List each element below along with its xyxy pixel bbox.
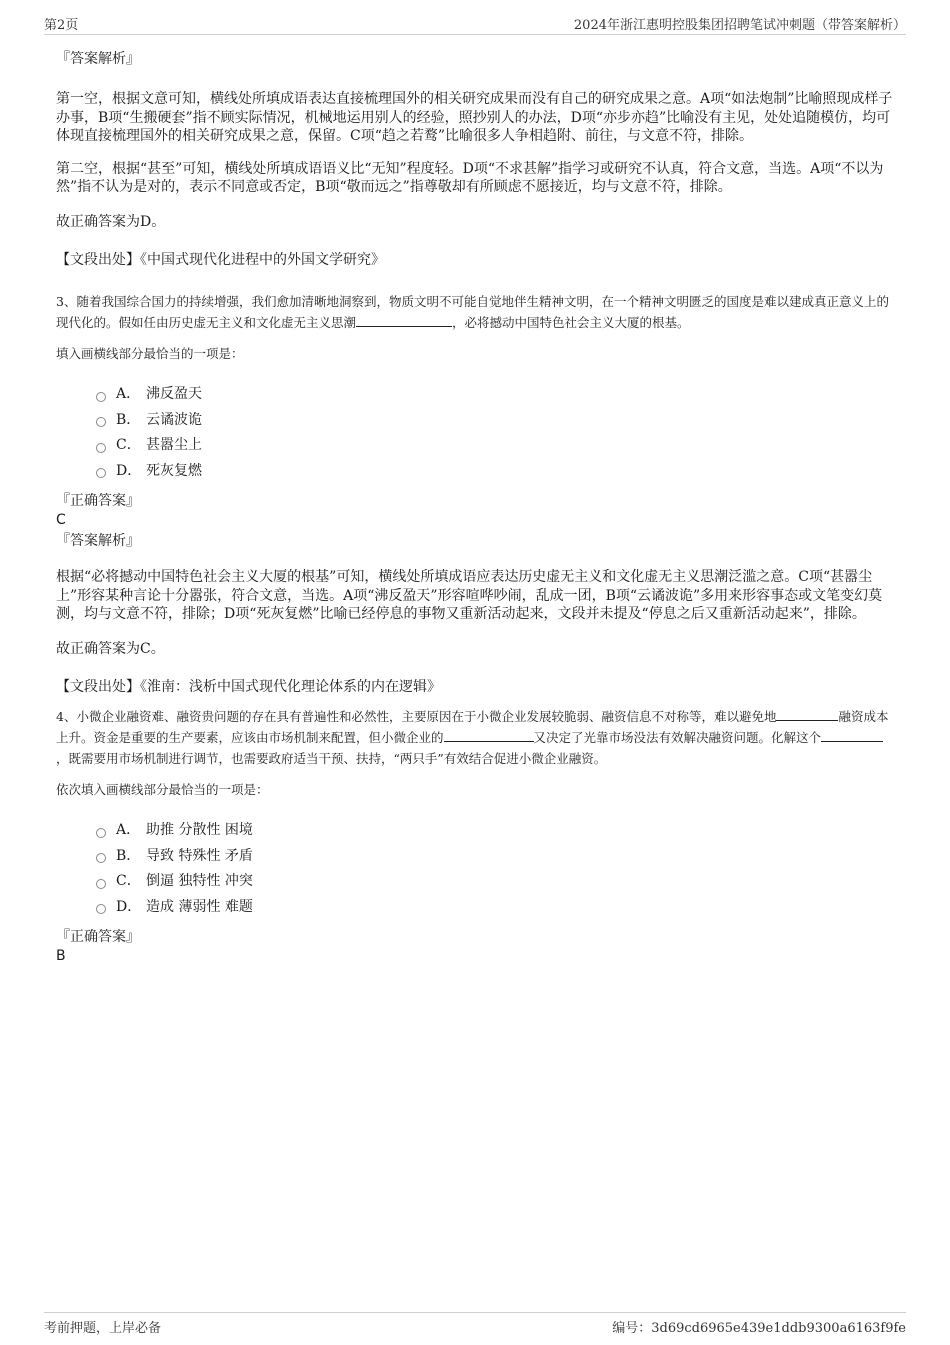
radio-icon[interactable] <box>96 417 106 427</box>
option-letter: D． <box>116 898 142 915</box>
q4-stem-part: 4、小微企业融资难、融资贵问题的存在具有普遍性和必然性，主要原因在于小微企业发展较脆弱、融资信息不对称等，难以避免地 <box>56 709 777 724</box>
q3-option-b[interactable] <box>96 408 894 434</box>
q4-option-b[interactable] <box>96 844 894 870</box>
option-text: 造成 薄弱性 难题 <box>146 898 253 915</box>
option-text: 沸反盈天 <box>146 386 202 402</box>
option-letter: D． <box>116 462 142 479</box>
q3-analysis: 根据“必将撼动中国特色社会主义大厦的根基”可知，横线处所填成语应表达历史虚无主义和文化虚无主义思潮泛滥之意。C项“甚嚣尘上”形容某种言论十分嚣张，符合文意，当选。A项“沸反盈天”形容喧哗吵闹，乱成一团，B项“云谲波诡”多用来形容事态或文笔变幻莫测，均与文意不符，排除；D项“死灰复燃”比喻已经停息的事物又重新活动起来，文段并未提及“停息之后又重新活动起来”，排除。 <box>56 569 883 622</box>
blank-line <box>356 314 452 327</box>
radio-icon[interactable] <box>96 879 106 889</box>
option-text: 死灰复燃 <box>146 462 202 479</box>
q3-stem-part: ，必将撼动中国特色社会主义大厦的根基。 <box>452 315 690 330</box>
q4-option-c[interactable] <box>96 869 894 895</box>
radio-icon[interactable] <box>96 828 106 838</box>
q3-answer-label: 『正确答案』 <box>56 493 140 509</box>
radio-icon[interactable] <box>96 853 106 863</box>
q3-instruction: 填入画横线部分最恰当的一项是： <box>56 346 244 361</box>
q4-options <box>96 818 894 920</box>
radio-icon[interactable] <box>96 468 106 478</box>
q4-instruction: 依次填入画横线部分最恰当的一项是： <box>56 782 269 797</box>
q3-option-c[interactable] <box>96 433 894 459</box>
option-letter: A． <box>116 386 141 402</box>
option-text: 助推 分散性 困境 <box>146 822 253 838</box>
q4-answer: B <box>56 948 66 964</box>
q3-option-d[interactable] <box>96 459 894 485</box>
option-text: 云谲波诡 <box>146 411 202 428</box>
q3-analysis-label: 『答案解析』 <box>56 533 140 549</box>
page-number: 第2页 <box>44 18 79 33</box>
option-letter: C． <box>116 437 141 453</box>
option-letter: C． <box>116 873 141 889</box>
page-footer <box>44 1312 906 1336</box>
q4-stem-part: ，既需要用市场机制进行调节，也需要政府适当干预、扶持，“两只手”有效结合促进小微企业融资。 <box>56 751 607 766</box>
q3-options <box>96 382 894 484</box>
q2-analysis-p1: 第一空，根据文意可知，横线处所填成语表达直接梳理国外的相关研究成果而没有自己的研究成果之意。A项“如法炮制”比喻照现成样子办事，B项“生搬硬套”指不顾实际情况，机械地运用别人的经验，照抄别人的办法，D项“亦步亦趋”比喻没有主见，处处追随模仿，均可体现直接梳理国外的相关研究成果之意，保留。C项“趋之若鹜”比喻很多人争相趋附、前往，与文意不符，排除。 <box>56 91 893 144</box>
document-serial: 编号：3d69cd6965e439e1ddb9300a6163f9fe <box>612 1321 906 1336</box>
option-text: 导致 特殊性 矛盾 <box>146 847 253 864</box>
option-text: 倒逼 独特性 冲突 <box>146 873 253 889</box>
q4-answer-label: 『正确答案』 <box>56 929 140 945</box>
q3-source: 【文段出处】《淮南：浅析中国式现代化理论体系的内在逻辑》 <box>56 679 441 695</box>
q4-stem-part: 融资成本上升。资金是重要的生产要素，应该由市场机制来配置，但小微企业的 <box>56 709 889 745</box>
radio-icon[interactable] <box>96 904 106 914</box>
q3-stem <box>56 291 894 333</box>
option-letter: B． <box>116 847 141 864</box>
document-title: 2024年浙江惠明控股集团招聘笔试冲刺题（带答案解析） <box>573 18 906 33</box>
q3-conclusion: 故正确答案为C。 <box>56 640 165 657</box>
q4-stem-part: 又决定了光靠市场没法有效解决融资问题。化解这个 <box>533 730 822 745</box>
page-header <box>44 12 906 35</box>
q2-analysis-label: 『答案解析』 <box>56 51 140 67</box>
q4-option-a[interactable] <box>96 818 894 844</box>
footer-slogan: 考前押题，上岸必备 <box>44 1321 162 1336</box>
q3-answer: C <box>56 512 66 528</box>
blank-line <box>821 729 883 742</box>
q3-option-a[interactable] <box>96 382 894 408</box>
q3-stem-part: 3、随着我国综合国力的持续增强，我们愈加清晰地洞察到，物质文明不可能自觉地伴生精神文明，在一个精神文明匮乏的国度是难以建成真正意义上的现代化的。假如任由历史虚无主义和文化虚无主义思潮 <box>56 294 889 330</box>
option-letter: B． <box>116 411 141 428</box>
blank-line <box>444 729 534 742</box>
q4-stem <box>56 706 894 769</box>
option-text: 甚嚣尘上 <box>146 437 202 453</box>
q2-analysis-p2: 第二空，根据“甚至”可知，横线处所填成语语义比“无知”程度轻。D项“不求甚解”指学习或研究不认真，符合文意，当选。A项“不以为然”指不认为是对的，表示不同意或否定，B项“敬而远之”指尊敬却有所顾虑不愿接近，均与文意不符，排除。 <box>56 160 884 195</box>
blank-line <box>776 708 838 721</box>
option-letter: A． <box>116 822 141 838</box>
page-content <box>56 44 894 964</box>
radio-icon[interactable] <box>96 392 106 402</box>
radio-icon[interactable] <box>96 443 106 453</box>
q2-conclusion: 故正确答案为D。 <box>56 213 166 230</box>
q2-source: 【文段出处】《中国式现代化进程中的外国文学研究》 <box>56 252 385 268</box>
q4-option-d[interactable] <box>96 895 894 921</box>
